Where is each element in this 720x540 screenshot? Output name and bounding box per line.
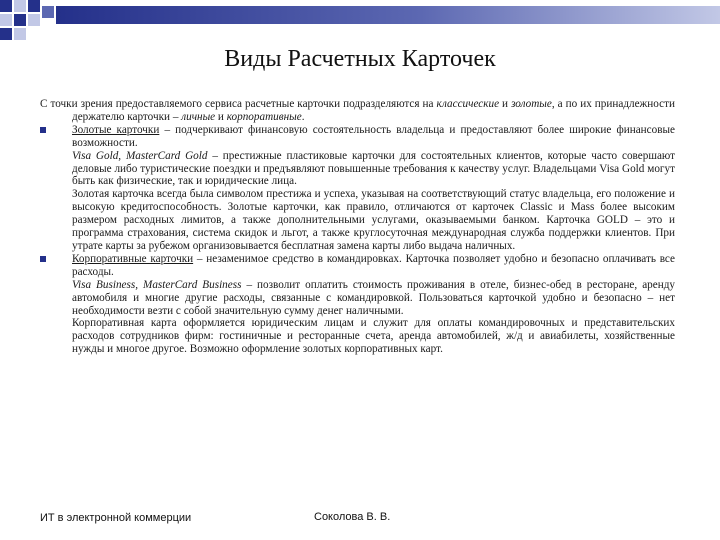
deco-square (14, 28, 26, 40)
square-bullet-icon (40, 127, 46, 133)
corporate-cards-heading: Корпоративные карточки (72, 252, 194, 265)
gold-details-paragraph: Золотая карточка всегда была символом престижа и успеха, указывая на соответствующий статус владельца, его положение и высокую кредитоспособность. Золотые карточки, как правило, отличаются от карточек Classic и Mass более высоким размером расходных лимитов, а также дополнительными услугами, оказываемыми банком. Карточка GOLD – это и программа страхования, система скидок и льгот, а также круглосуточная международная служба поддержки клиентов. При утрате карты за рубежом организовывается бесплатная замена карты либо выдача наличных. (72, 188, 675, 252)
deco-square (0, 0, 12, 12)
intro-paragraph: С точки зрения предоставляемого сервиса расчетные карточки подразделяются на классические и золотые, а по их принадлежности держателю карточки – личные и корпоративные. (40, 98, 675, 123)
corporate-details-paragraph: Корпоративная карта оформляется юридическим лицам и служит для оплаты командировочных и представительских расходов сотрудников фирм: гостиничные и ресторанные счета, аренда автомобилей, ж/д и авиабилеты, хозяйственные нужды и многое другое. Возможно оформление золотых корпоративных карт. (72, 317, 675, 356)
header-decoration (0, 0, 720, 40)
gold-cards-heading: Золотые карточки (72, 123, 160, 136)
deco-square (14, 14, 26, 26)
footer-course: ИТ в электронной коммерции (40, 512, 192, 524)
square-bullet-icon (40, 256, 46, 262)
gold-brands-paragraph: Visa Gold, MasterCard Gold – престижные пластиковые карточки для состоятельных клиентов, которые часто совершают деловые либо туристические поездки и предъявляют повышенные требования к качеству услуг. Владельцами Visa Gold могут быть как физические, так и юридические лица. (72, 149, 676, 188)
corporate-cards-item: Корпоративные карточки – незаменимое средство в командировках. Карточка позволяет удобно и безопасно оплачивать все расходы. (40, 253, 675, 279)
deco-square (0, 28, 12, 40)
slide-title: Виды Расчетных Карточек (224, 46, 496, 72)
deco-square (28, 14, 40, 26)
slide-body (40, 98, 675, 356)
deco-square (0, 14, 12, 26)
gold-cards-item: Золотые карточки – подчеркивают финансовую состоятельность владельца и предоставляют более широкие финансовые возможности. (40, 124, 675, 150)
footer-author: Соколова В. В. (314, 511, 391, 523)
deco-square (42, 6, 54, 18)
header-gradient-bar (56, 6, 720, 24)
deco-square (28, 0, 40, 12)
deco-square (14, 0, 26, 12)
corporate-brands-paragraph: Visa Business, MasterCard Business – позволит оплатить стоимость проживания в отеле, бизнес-обед в ресторане, аренду автомобиля и многие другие расходы, связанные с командировкой. Пользоваться карточкой удобно и безопасно – нет необходимости везти с собой значительную сумму денег наличными. (72, 278, 675, 317)
